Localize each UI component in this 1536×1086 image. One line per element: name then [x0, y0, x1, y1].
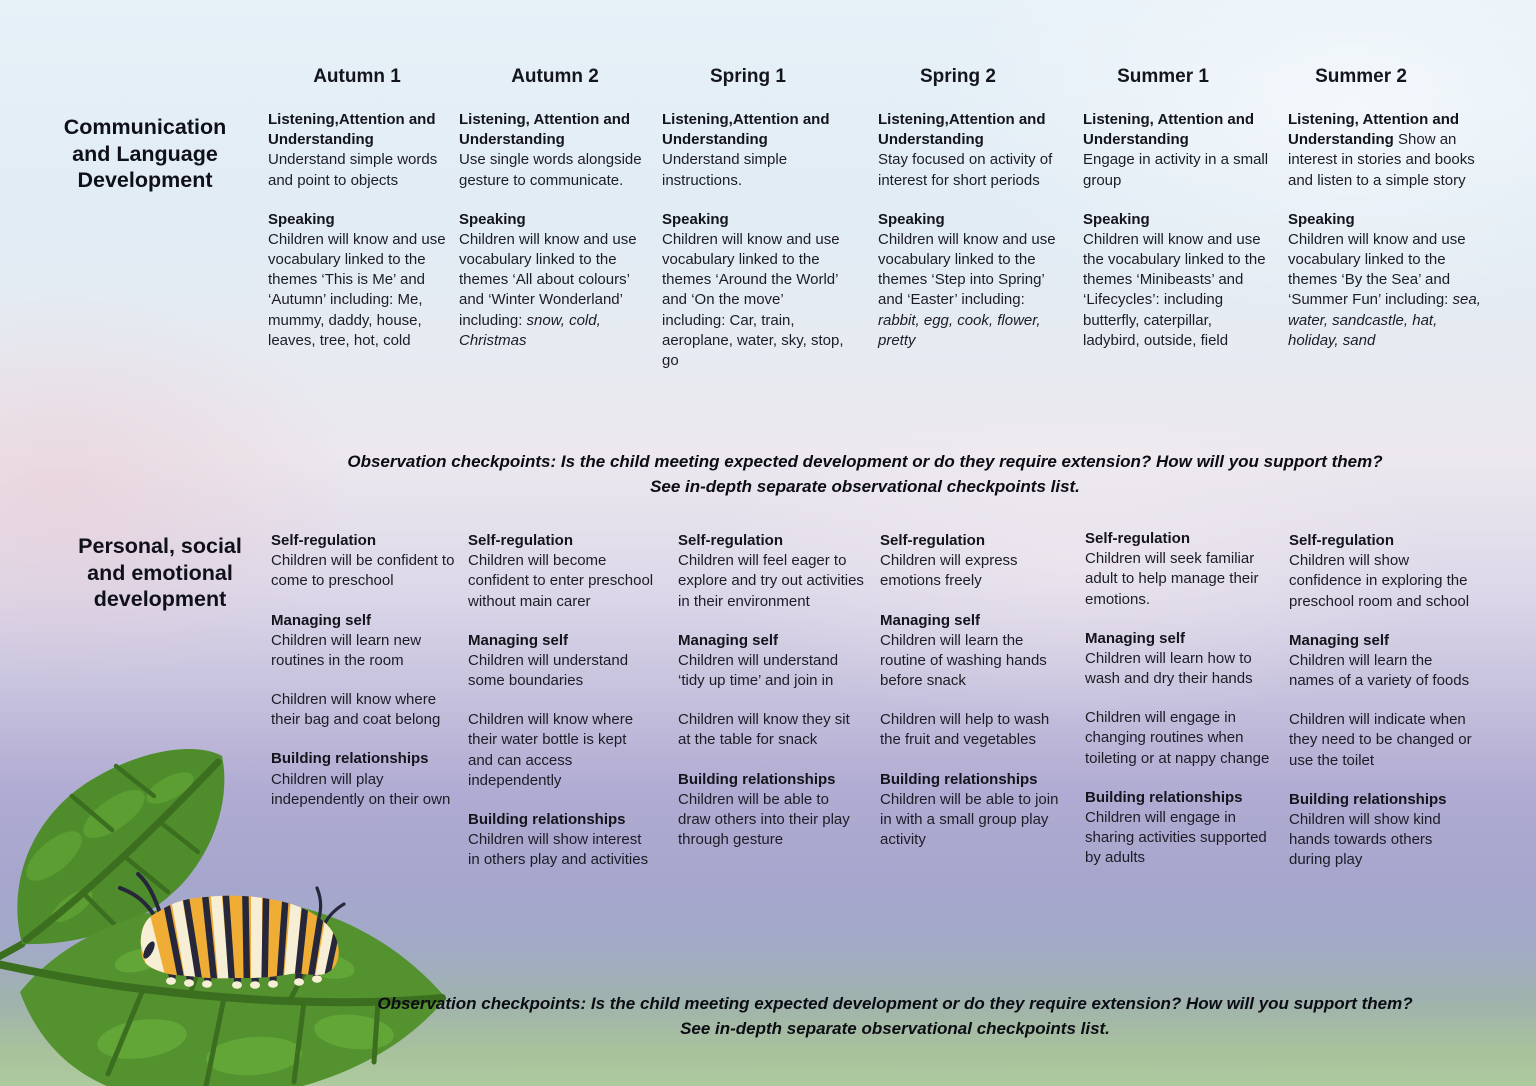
column-psed-autumn-1: [271, 531, 457, 829]
observation-line-1: Observation checkpoints: Is the child meeting expected development or do they require extension? How will you support them?: [377, 994, 1413, 1013]
term-header-autumn-2: Autumn 2: [511, 66, 599, 87]
curriculum-block: Speaking Children will know and use the vocabulary linked to the themes ‘Minibeasts’ and ‘Lifecycles’: including butterfly, caterpillar, ladybird, outside, field: [1083, 210, 1266, 349]
observation-line-2: See in-depth separate observational checkpoints list.: [650, 476, 1080, 496]
curriculum-block: Self-regulation Children will be confident to come to preschool: [271, 532, 455, 590]
curriculum-block: Managing self Children will understand ‘tidy up time’ and join in: [678, 631, 839, 690]
column-psed-summer-2: [1289, 531, 1475, 889]
curriculum-block: Children will know they sit at the table for snack: [678, 711, 850, 749]
term-header-spring-2: Spring 2: [919, 66, 996, 87]
observation-line-1: Observation checkpoints: Is the child meeting expected development or do they require extension? How will you support them?: [347, 452, 1383, 471]
curriculum-block: Managing self Children will learn the names of a variety of foods: [1289, 631, 1470, 690]
curriculum-block: Speaking Children will know and use vocabulary linked to the themes ‘Around the World’ and ‘On the move’ including: Car, train, aeroplane, water, sky, stop, go: [662, 210, 844, 369]
curriculum-block: Managing self Children will learn the routine of washing hands before snack: [880, 611, 1047, 690]
curriculum-block: Listening, Attention and Understanding Engage in activity in a small group: [1083, 111, 1269, 189]
curriculum-block: Managing self Children will learn new routines in the room: [271, 611, 422, 669]
column-psed-spring-1: [678, 531, 864, 869]
curriculum-block: Children will know where their water bottle is kept and can access independently: [468, 711, 634, 789]
curriculum-block: Children will engage in changing routines when toileting or at nappy change: [1085, 709, 1270, 767]
curriculum-block: Building relationships Children will be able to draw others into their play through gesture: [678, 770, 850, 849]
curriculum-block: Speaking Children will know and use vocabulary linked to the themes ‘Step into Spring’ and ‘Easter’ including: rabbit, egg, cook, flower, pretty: [878, 210, 1056, 349]
column-cl-spring-1: [662, 110, 848, 390]
observation-checkpoints-psed: [255, 992, 1535, 1041]
column-psed-autumn-2: [468, 531, 654, 889]
curriculum-block: Speaking Children will know and use vocabulary linked to the themes ‘This is Me’ and ‘Autumn’ including: Me, mummy, daddy, house, leaves, tree, hot, cold: [268, 210, 446, 349]
curriculum-block: Self-regulation Children will seek familiar adult to help manage their emotions.: [1085, 530, 1259, 608]
observation-line-2: See in-depth separate observational checkpoints list.: [680, 1018, 1110, 1038]
curriculum-block: Self-regulation Children will become confident to enter preschool without main carer: [468, 532, 654, 610]
curriculum-block: Listening,Attention and Understanding Stay focused on activity of interest for short periods: [878, 111, 1053, 189]
column-cl-autumn-2: [459, 110, 645, 370]
curriculum-block: Building relationships Children will engage in sharing activities supported by adults: [1085, 788, 1267, 867]
curriculum-block: Speaking Children will know and use vocabulary linked to the themes ‘By the Sea’ and ‘Summer Fun’ including: sea, water, sandcastle, hat, holiday, sand: [1288, 210, 1481, 349]
curriculum-block: Children will indicate when they need to be changed or use the toilet: [1289, 711, 1472, 769]
curriculum-block: Managing self Children will understand some boundaries: [468, 631, 629, 690]
section-title-psed: Personal, social and emotional development: [78, 534, 242, 612]
curriculum-block: Listening, Attention and Understanding Show an interest in stories and books and listen to a simple story: [1288, 111, 1475, 189]
curriculum-block: Listening,Attention and Understanding Understand simple words and point to objects: [268, 111, 438, 189]
term-header-summer-2: Summer 2: [1315, 66, 1407, 87]
column-cl-autumn-1: [268, 110, 454, 370]
column-psed-summer-1: [1085, 529, 1271, 887]
curriculum-block: Listening, Attention and Understanding Use single words alongside gesture to communicate.: [459, 111, 642, 189]
curriculum-block: Children will know where their bag and coat belong: [271, 691, 441, 729]
column-psed-spring-2: [880, 531, 1066, 869]
term-header-autumn-1: Autumn 1: [313, 66, 401, 87]
curriculum-block: Self-regulation Children will show confidence in exploring the preschool room and school: [1289, 532, 1470, 610]
observation-checkpoints-cl: [225, 450, 1505, 499]
curriculum-block: Building relationships Children will show interest in others play and activities: [468, 810, 649, 869]
curriculum-block: Children will help to wash the fruit and vegetables: [880, 711, 1050, 749]
curriculum-block: Building relationships Children will be able to join in with a small group play activity: [880, 770, 1059, 849]
curriculum-block: Building relationships Children will play independently on their own: [271, 750, 451, 808]
column-cl-summer-2: [1288, 110, 1484, 370]
curriculum-block: Self-regulation Children will feel eager to explore and try out activities in their environment: [678, 532, 864, 610]
column-cl-summer-1: [1083, 110, 1269, 370]
term-header-spring-1: Spring 1: [709, 66, 786, 87]
curriculum-block: Managing self Children will learn how to wash and dry their hands: [1085, 629, 1253, 688]
curriculum-block: Building relationships Children will show kind hands towards others during play: [1289, 790, 1447, 869]
curriculum-block: Self-regulation Children will express emotions freely: [880, 532, 1018, 590]
section-title-communication-language: Communication and Language Development: [63, 115, 227, 193]
curriculum-block: Speaking Children will know and use vocabulary linked to the themes ‘All about colours’ and ‘Winter Wonderland’ including: snow, cold, Christmas: [459, 210, 637, 349]
term-header-summer-1: Summer 1: [1117, 66, 1209, 87]
curriculum-block: Listening,Attention and Understanding Understand simple instructions.: [662, 111, 830, 189]
column-cl-spring-2: [878, 110, 1064, 370]
